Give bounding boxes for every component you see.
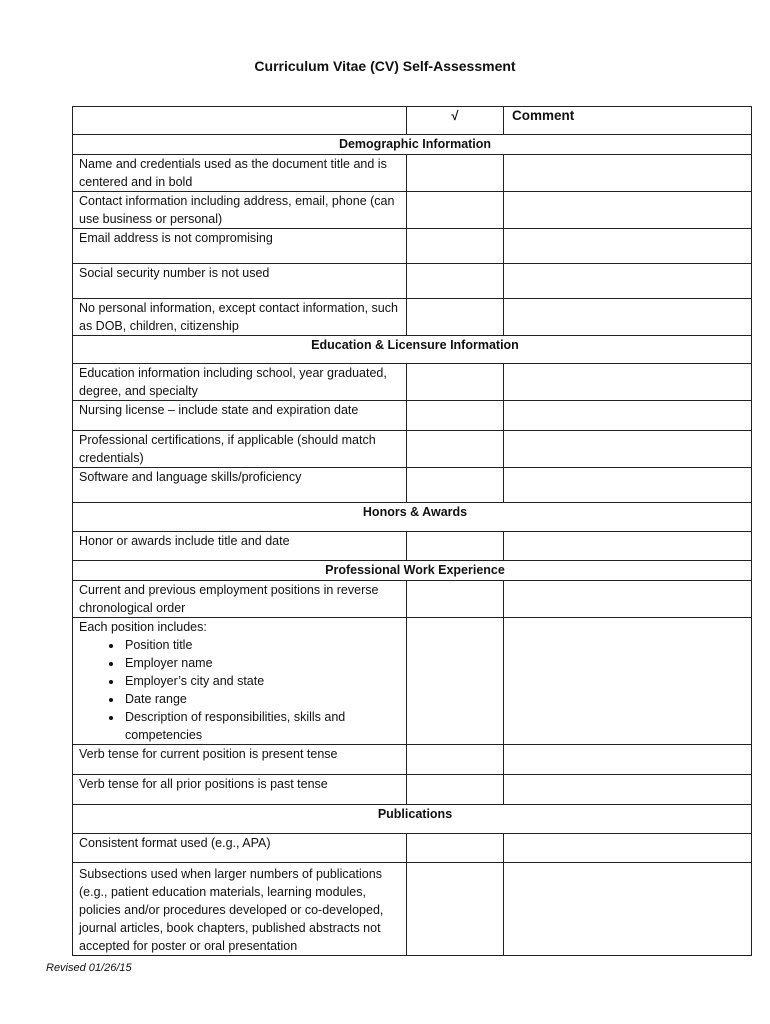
comment-cell[interactable] — [504, 431, 752, 468]
check-cell[interactable] — [407, 229, 504, 264]
comment-cell[interactable] — [504, 155, 752, 192]
page-title: Curriculum Vitae (CV) Self-Assessment — [254, 58, 516, 74]
criteria-cell: Subsections used when larger numbers of publications (e.g., patient education materials, learning modules, policies and/or procedures developed or co-developed, journal articles, book chapters, published abstracts not accepted for poster or oral presentation — [73, 863, 407, 956]
table-header-row — [73, 107, 752, 135]
section-heading-publications: Publications — [73, 805, 752, 834]
section-heading-row — [73, 336, 752, 364]
comment-cell[interactable] — [504, 468, 752, 503]
list-item: • Description of responsibilities, skills and competencies — [123, 708, 406, 744]
table-row — [73, 431, 752, 468]
check-cell[interactable] — [407, 468, 504, 503]
table-row — [73, 192, 752, 229]
criteria-cell: Name and credentials used as the document title and is centered and in bold — [73, 155, 407, 192]
comment-cell[interactable] — [504, 401, 752, 431]
check-cell[interactable] — [407, 834, 504, 863]
check-cell[interactable] — [407, 618, 504, 745]
comment-cell[interactable] — [504, 264, 752, 299]
table-row — [73, 834, 752, 863]
check-cell[interactable] — [407, 192, 504, 229]
table-row — [73, 532, 752, 561]
list-item: • Position title — [123, 636, 406, 654]
check-cell[interactable] — [407, 863, 504, 956]
criteria-cell: Honor or awards include title and date — [73, 532, 407, 561]
check-cell[interactable] — [407, 745, 504, 775]
list-item: • Date range — [123, 690, 406, 708]
comment-cell[interactable] — [504, 532, 752, 561]
table-row — [73, 775, 752, 805]
header-comment-cell: Comment — [504, 107, 752, 135]
revision-date: Revised 01/26/15 — [46, 962, 132, 974]
table-row — [73, 401, 752, 431]
comment-cell[interactable] — [504, 775, 752, 805]
check-cell[interactable] — [407, 532, 504, 561]
comment-cell[interactable] — [504, 618, 752, 745]
table-row — [73, 364, 752, 401]
criteria-cell: Consistent format used (e.g., APA) — [73, 834, 407, 863]
comment-cell[interactable] — [504, 192, 752, 229]
check-cell[interactable] — [407, 299, 504, 336]
header-blank-cell — [73, 107, 407, 135]
check-cell[interactable] — [407, 364, 504, 401]
criteria-cell: Social security number is not used — [73, 264, 407, 299]
criteria-cell: Current and previous employment positions in reverse chronological order — [73, 581, 407, 618]
position-includes-label: Each position includes: — [79, 620, 207, 634]
check-cell[interactable] — [407, 155, 504, 192]
comment-cell[interactable] — [504, 299, 752, 336]
section-heading-education: Education & Licensure Information — [73, 336, 752, 364]
criteria-cell: Education information including school, year graduated, degree, and specialty — [73, 364, 407, 401]
table-row — [73, 618, 752, 745]
section-heading-row — [73, 561, 752, 581]
criteria-cell: Verb tense for current position is present tense — [73, 745, 407, 775]
table-row — [73, 468, 752, 503]
section-heading-row — [73, 805, 752, 834]
comment-cell[interactable] — [504, 581, 752, 618]
criteria-cell: Professional certifications, if applicable (should match credentials) — [73, 431, 407, 468]
position-items-list — [79, 636, 406, 744]
list-item: • Employer name — [123, 654, 406, 672]
comment-cell[interactable] — [504, 834, 752, 863]
criteria-cell — [73, 618, 407, 745]
check-cell[interactable] — [407, 775, 504, 805]
comment-cell[interactable] — [504, 745, 752, 775]
check-cell[interactable] — [407, 431, 504, 468]
comment-cell[interactable] — [504, 364, 752, 401]
check-cell[interactable] — [407, 401, 504, 431]
section-heading-work: Professional Work Experience — [73, 561, 752, 581]
table-row — [73, 745, 752, 775]
criteria-cell: Software and language skills/proficiency — [73, 468, 407, 503]
table-row — [73, 229, 752, 264]
check-cell[interactable] — [407, 581, 504, 618]
table-row — [73, 299, 752, 336]
table-row — [73, 581, 752, 618]
header-check-cell: √ — [407, 107, 504, 135]
criteria-cell: Verb tense for all prior positions is past tense — [73, 775, 407, 805]
table-row — [73, 155, 752, 192]
comment-cell[interactable] — [504, 863, 752, 956]
list-item: • Employer’s city and state — [123, 672, 406, 690]
criteria-cell: Email address is not compromising — [73, 229, 407, 264]
criteria-cell: Nursing license – include state and expiration date — [73, 401, 407, 431]
criteria-cell: No personal information, except contact information, such as DOB, children, citizenship — [73, 299, 407, 336]
section-heading-row — [73, 503, 752, 532]
section-heading-honors: Honors & Awards — [73, 503, 752, 532]
check-cell[interactable] — [407, 264, 504, 299]
section-heading-row — [73, 135, 752, 155]
assessment-table — [72, 106, 752, 956]
comment-cell[interactable] — [504, 229, 752, 264]
table-row — [73, 264, 752, 299]
table-row — [73, 863, 752, 956]
criteria-cell: Contact information including address, email, phone (can use business or personal) — [73, 192, 407, 229]
section-heading-demographic: Demographic Information — [73, 135, 752, 155]
